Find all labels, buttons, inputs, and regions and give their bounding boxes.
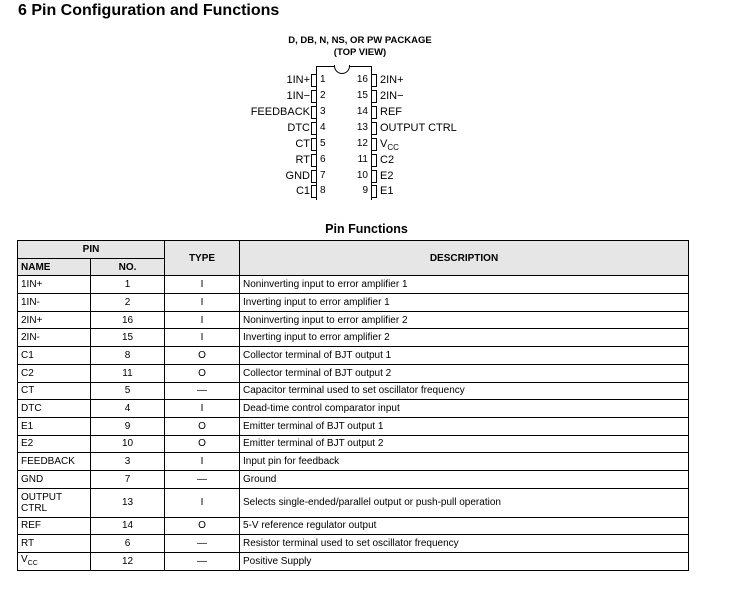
pin-lead [311,106,317,119]
cell-no: 5 [91,382,165,400]
name-text: E1 [21,420,34,432]
name-text: GND [21,473,44,485]
pin-name: OUTPUT CTRL [380,122,457,134]
pin-label-right [380,184,393,198]
section-title: 6 Pin Configuration and Functions [18,2,280,19]
pin-lead [311,138,317,151]
package-title: D, DB, N, NS, OR PW PACKAGE [288,35,432,46]
cell-no: 6 [91,535,165,553]
cell-name [18,400,91,418]
cell-type: O [165,435,240,453]
pin-number: 10 [356,170,368,181]
cell-description: Positive Supply [240,553,689,571]
cell-name [18,329,91,347]
cell-type: O [165,517,240,535]
cell-description: Inverting input to error amplifier 1 [240,294,689,312]
cell-description: 5-V reference regulator output [240,517,689,535]
cell-description: Emitter terminal of BJT output 1 [240,417,689,435]
header-no: NO. [91,258,165,276]
table-row [18,294,689,312]
cell-name [18,364,91,382]
cell-type: O [165,417,240,435]
table-row [18,470,689,488]
table-row [18,347,689,365]
pin-label-left: FEEDBACK [250,106,310,118]
cell-no: 7 [91,470,165,488]
pin-label-left: RT [295,154,310,166]
cell-type: I [165,311,240,329]
pin-number: 5 [320,138,326,149]
table-row [18,488,689,517]
name-text: C2 [21,367,34,379]
cell-no: 14 [91,517,165,535]
pin-number: 14 [356,106,368,117]
pin-lead [311,154,317,167]
header-pin: PIN [18,241,165,259]
table-row [18,311,689,329]
table-row [18,435,689,453]
pin-label-left: 1IN+ [286,74,310,86]
cell-no: 1 [91,276,165,294]
pin-label-right [380,153,394,167]
pin-lead [311,90,317,103]
cell-description: Noninverting input to error amplifier 2 [240,311,689,329]
pin-number: 13 [356,122,368,133]
pin-name: V [380,138,388,150]
pin-label-left: GND [285,170,310,182]
table-row [18,417,689,435]
pin-name-subscript: CC [387,143,399,153]
package-view: (TOP VIEW) [333,47,387,58]
pin-number: 15 [356,90,368,101]
table-row [18,400,689,418]
cell-type: I [165,276,240,294]
cell-description: Input pin for feedback [240,453,689,471]
cell-description: Collector terminal of BJT output 2 [240,364,689,382]
cell-description: Noninverting input to error amplifier 1 [240,276,689,294]
cell-name [18,535,91,553]
pin-number: 4 [320,122,326,133]
pin-lead [371,154,377,167]
pin-label-right [380,73,404,87]
cell-name [18,294,91,312]
cell-name [18,311,91,329]
header-description: DESCRIPTION [240,241,689,276]
name-text: OUTPUT CTRL [21,491,62,514]
cell-name [18,417,91,435]
pin-number: 8 [320,185,326,196]
name-text: 1IN- [21,296,40,308]
name-text: DTC [21,403,42,415]
pin-number: 11 [357,154,368,165]
cell-description: Dead-time control comparator input [240,400,689,418]
pin-name: E2 [380,170,394,182]
cell-name [18,382,91,400]
name-text: 2IN+ [21,314,43,326]
name-text: CT [21,385,35,397]
name-text: V [21,553,28,565]
cell-type: — [165,470,240,488]
pin-lead [371,138,377,151]
cell-type: I [165,400,240,418]
name-text: RT [21,538,35,550]
pin-label-right [380,121,457,135]
pin-lead [371,122,377,135]
cell-description: Emitter terminal of BJT output 2 [240,435,689,453]
cell-description: Collector terminal of BJT output 1 [240,347,689,365]
cell-type: — [165,535,240,553]
table-row [18,535,689,553]
table-row [18,329,689,347]
cell-name [18,553,91,571]
name-text: 2IN- [21,332,40,344]
pin-label-left: 1IN− [286,90,310,102]
pin-number: 9 [362,185,368,196]
pin-label-right [380,137,399,151]
table-row [18,382,689,400]
pin-label-right [380,89,404,103]
cell-no: 3 [91,453,165,471]
pin-number: 1 [320,74,326,85]
cell-description: Capacitor terminal used to set oscillator frequency [240,382,689,400]
pin-functions-table [17,240,689,571]
cell-name [18,435,91,453]
cell-no: 4 [91,400,165,418]
name-text: FEEDBACK [21,456,75,468]
cell-description: Inverting input to error amplifier 2 [240,329,689,347]
pin-lead [371,170,377,183]
pin-name: C2 [380,154,395,166]
cell-no: 2 [91,294,165,312]
name-text: 1IN+ [21,279,43,291]
pin-lead [311,122,317,135]
table-row [18,364,689,382]
cell-type: O [165,364,240,382]
pin-number: 7 [320,170,326,181]
pin-number: 16 [356,74,368,85]
cell-description: Ground [240,470,689,488]
cell-type: — [165,382,240,400]
cell-type: — [165,553,240,571]
cell-no: 16 [91,311,165,329]
pin-number: 6 [320,154,326,165]
pin-lead [371,90,377,103]
name-subscript: CC [27,559,38,567]
cell-description: Selects single-ended/parallel output or push-pull operation [240,488,689,517]
pin-number: 2 [320,90,326,101]
cell-no: 8 [91,347,165,365]
pin-lead [371,74,377,87]
table-row [18,453,689,471]
name-text: C1 [21,349,34,361]
cell-no: 12 [91,553,165,571]
cell-description: Resistor terminal used to set oscillator frequency [240,535,689,553]
pin-label-left: CT [295,138,310,150]
pin-lead [371,106,377,119]
pin-name: E1 [380,185,394,197]
table-row [18,517,689,535]
pin-lead [311,74,317,87]
pin-number: 12 [356,138,368,149]
name-text: REF [21,520,41,532]
pin-name: 2IN+ [380,74,404,86]
pin-label-right [380,169,393,183]
pin-label-left: DTC [287,122,310,134]
table-row [18,553,689,571]
pin-label-left: C1 [295,185,310,197]
pin-name: REF [380,106,402,118]
table-row [18,276,689,294]
name-text: E2 [21,438,34,450]
header-name: NAME [18,258,91,276]
pin-lead [371,185,377,198]
pin-lead [311,185,317,198]
cell-type: O [165,347,240,365]
cell-no: 10 [91,435,165,453]
cell-type: I [165,488,240,517]
pin-number: 3 [320,106,326,117]
cell-name [18,453,91,471]
cell-no: 9 [91,417,165,435]
cell-no: 13 [91,488,165,517]
cell-name [18,517,91,535]
table-title: Pin Functions [325,222,408,236]
cell-no: 15 [91,329,165,347]
cell-type: I [165,453,240,471]
cell-name [18,488,91,517]
pin-name: 2IN− [380,90,404,102]
cell-type: I [165,294,240,312]
cell-name [18,347,91,365]
cell-type: I [165,329,240,347]
pin-label-right [380,105,402,119]
cell-name [18,276,91,294]
cell-name [18,470,91,488]
cell-no: 11 [91,364,165,382]
pin-lead [311,170,317,183]
header-type: TYPE [165,241,240,276]
